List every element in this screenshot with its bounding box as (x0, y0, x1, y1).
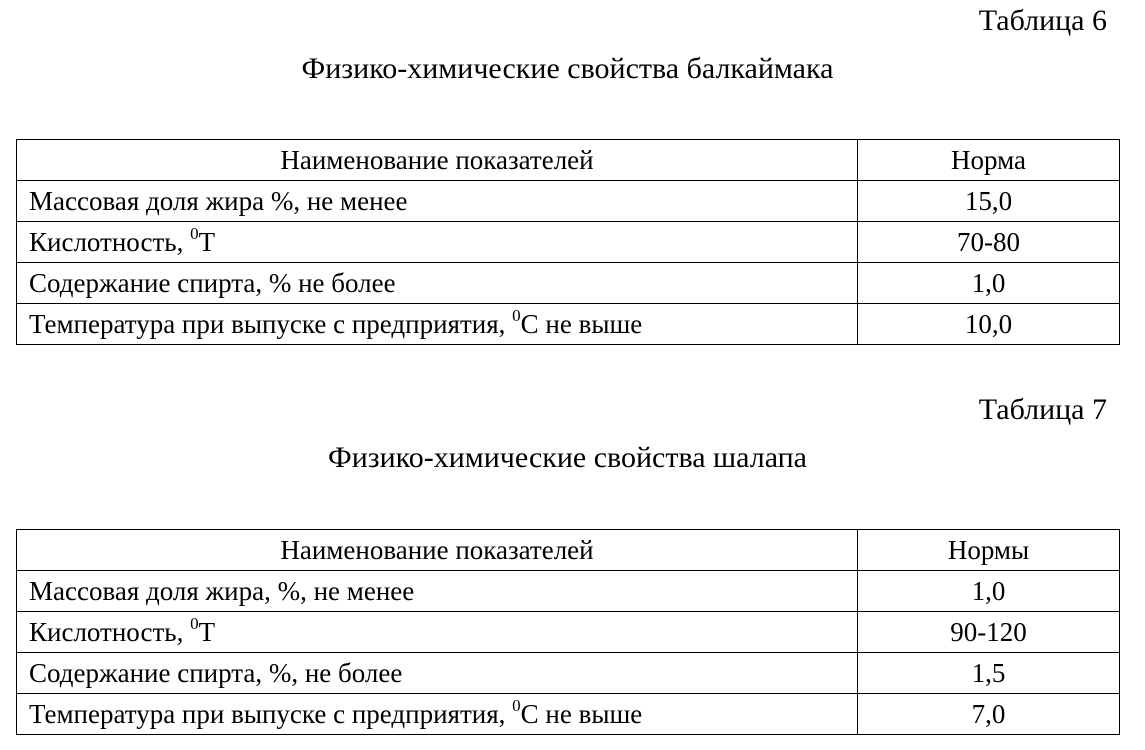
row-value: 1,0 (858, 571, 1120, 612)
row-value: 15,0 (858, 181, 1120, 222)
row-name: Массовая доля жира %, не менее (17, 181, 858, 222)
table-row (17, 571, 1120, 612)
row-name: Кислотность, $^0$Т (17, 222, 858, 263)
table-6-title: Физико-химические свойства балкаймака (301, 52, 834, 85)
row-value: 7,0 (858, 694, 1120, 735)
column-header-name: Наименование показателей (17, 140, 858, 181)
row-value: 1,0 (858, 263, 1120, 304)
table-header-row (17, 530, 1120, 571)
row-name: Содержание спирта, %, не более (17, 653, 858, 694)
row-value: 90-120 (858, 612, 1120, 653)
row-name: Кислотность, $^0$Т (17, 612, 858, 653)
table-row (17, 222, 1120, 263)
table-header-row (17, 140, 1120, 181)
row-value: 1,5 (858, 653, 1120, 694)
row-name: Температура при выпуске с предприятия, $^0$С не выше (17, 694, 858, 735)
row-name: Температура при выпуске с предприятия, $^0$С не выше (17, 304, 858, 345)
table-row (17, 263, 1120, 304)
table-7 (16, 529, 1120, 735)
row-name: Содержание спирта, % не более (17, 263, 858, 304)
column-header-value: Нормы (858, 530, 1120, 571)
row-value: 70-80 (858, 222, 1120, 263)
table-row (17, 653, 1120, 694)
row-value: 10,0 (858, 304, 1120, 345)
column-header-value: Норма (858, 140, 1120, 181)
table-6 (16, 139, 1120, 345)
table-row (17, 612, 1120, 653)
table-row (17, 304, 1120, 345)
table-6-label: Таблица 6 (978, 4, 1107, 37)
table-row (17, 694, 1120, 735)
table-7-label: Таблица 7 (978, 393, 1107, 426)
column-header-name: Наименование показателей (17, 530, 858, 571)
table-row (17, 181, 1120, 222)
row-name: Массовая доля жира, %, не менее (17, 571, 858, 612)
table-7-title: Физико-химические свойства шалапа (328, 441, 807, 474)
